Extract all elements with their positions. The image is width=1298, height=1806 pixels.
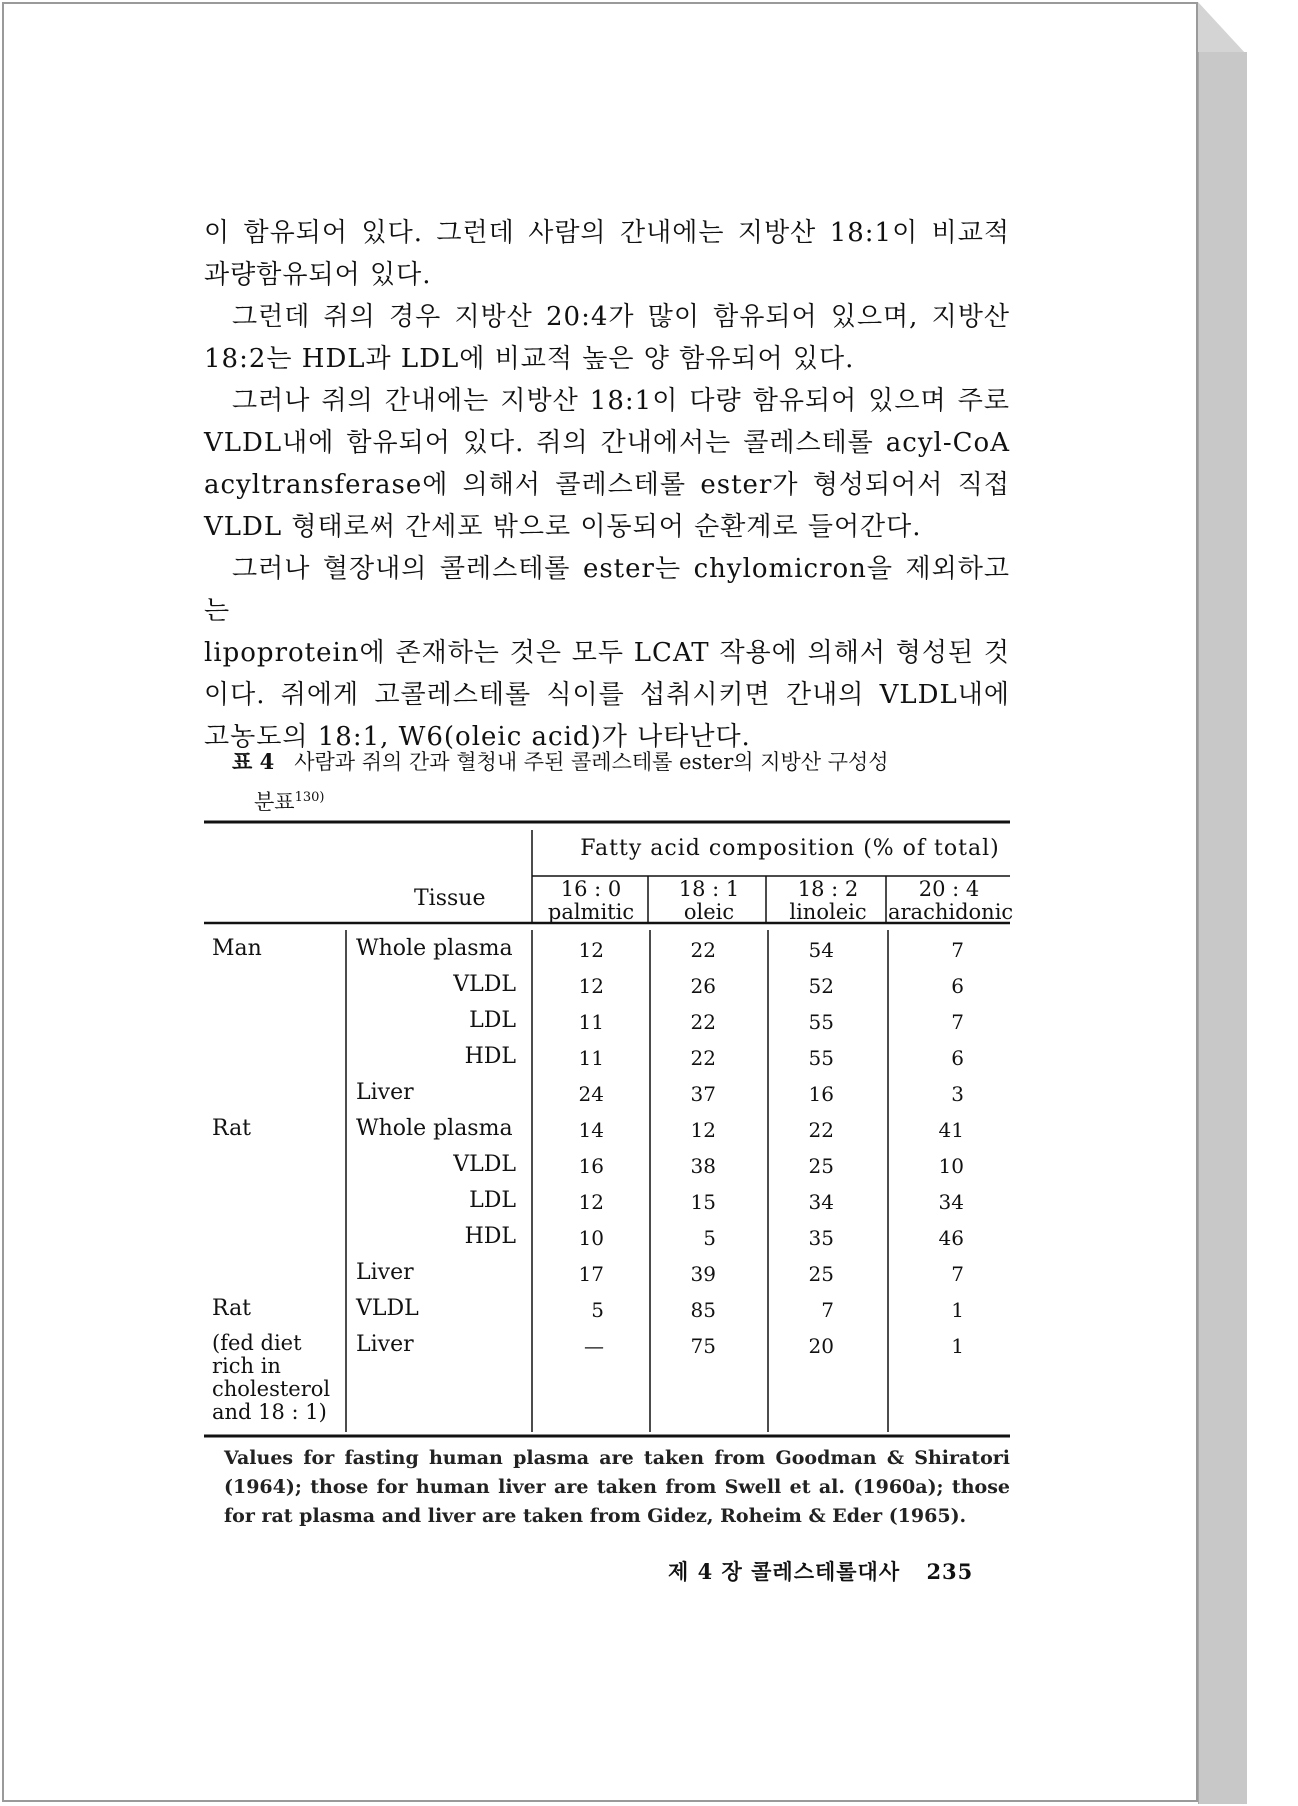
- body-text: [204, 212, 1010, 758]
- cell-value: 24: [578, 1082, 604, 1106]
- cell-value: 7: [821, 1298, 834, 1322]
- table-title: Fatty acid composition (% of total): [580, 836, 1000, 861]
- cell-value: 14: [578, 1118, 604, 1142]
- chapter-title: 제 4 장 콜레스테롤대사: [668, 1559, 901, 1584]
- cell-value: 34: [938, 1190, 964, 1214]
- line-2-3: VLDL 형태로써 간세포 밖으로 이동되어 순환계로 들어간다.: [204, 512, 922, 542]
- column-ratio: 18 : 2: [797, 877, 859, 901]
- column-ratio: 18 : 1: [678, 877, 740, 901]
- line-2-2: acyltransferase에 의해서 콜레스테롤 ester가 형성되어서 직접: [204, 470, 1010, 500]
- cell-value: 75: [690, 1334, 716, 1358]
- caption-text-cont: 분표: [254, 790, 295, 814]
- cell-value: 12: [578, 1190, 604, 1214]
- cell-value: 12: [578, 938, 604, 962]
- line-1-0: 그런데 쥐의 경우 지방산 20:4가 많이 함유되어 있으며, 지방산: [232, 302, 1010, 332]
- cell-value: 1: [951, 1298, 964, 1322]
- cell-value: 15: [690, 1190, 716, 1214]
- line-3-2: 이다. 쥐에게 고콜레스테롤 식이를 섭취시키면 간내의 VLDL내에: [204, 680, 1010, 710]
- cell-value: 34: [808, 1190, 834, 1214]
- row-tissue: VLDL: [453, 1152, 516, 1177]
- row-tissue: HDL: [464, 1044, 516, 1069]
- cell-value: 7: [951, 1010, 964, 1034]
- cell-value: 11: [578, 1046, 604, 1070]
- cell-value: 41: [938, 1118, 964, 1142]
- footnote-text: Values for fasting human plasma are taken from Goodman & Shiratori (1964); those for human liver are taken from Swell et al. (1960a); those for rat plasma and liver are taken from Gidez, Roheim & Eder (1965).: [224, 1447, 1010, 1527]
- column-name: oleic: [683, 900, 735, 924]
- tissue-header: Tissue: [414, 886, 486, 911]
- cell-value: 6: [951, 1046, 964, 1070]
- page-number: 235: [926, 1559, 974, 1584]
- cell-value: 10: [578, 1226, 604, 1250]
- row-tissue: Liver: [356, 1332, 414, 1357]
- row-tissue: HDL: [464, 1224, 516, 1249]
- row-tissue: Liver: [356, 1080, 414, 1105]
- cell-value: 55: [808, 1010, 834, 1034]
- cell-value: 5: [591, 1298, 604, 1322]
- line-0-0: 이 함유되어 있다. 그런데 사람의 간내에는 지방산 18:1이 비교적: [204, 218, 1010, 248]
- cell-value: 7: [951, 1262, 964, 1286]
- cell-value: 11: [578, 1010, 604, 1034]
- column-name: linoleic: [789, 900, 867, 924]
- cell-value: 35: [808, 1226, 834, 1250]
- table-number: 표 4: [232, 749, 275, 774]
- cell-value: 54: [808, 938, 834, 962]
- cell-value: 12: [578, 974, 604, 998]
- page-stack-edge: [1198, 52, 1247, 1804]
- row-tissue: Whole plasma: [356, 1116, 513, 1141]
- cell-value: 16: [808, 1082, 834, 1106]
- cell-value: 12: [690, 1118, 716, 1142]
- row-group-label: Rat: [212, 1116, 252, 1141]
- page-footer: [668, 1556, 973, 1586]
- cell-value: 7: [951, 938, 964, 962]
- cell-value: 3: [951, 1082, 964, 1106]
- cell-value: 20: [808, 1334, 834, 1358]
- row-tissue: LDL: [469, 1188, 516, 1213]
- row-tissue: LDL: [469, 1008, 516, 1033]
- cell-value: 22: [690, 1046, 716, 1070]
- row-group-label: (fed diet rich in cholesterol and 18 : 1): [212, 1331, 331, 1424]
- column-name: palmitic: [547, 900, 635, 924]
- row-tissue: VLDL: [453, 972, 516, 997]
- cell-value: 37: [690, 1082, 716, 1106]
- column-ratio: 20 : 4: [918, 877, 980, 901]
- cell-value: 25: [808, 1262, 834, 1286]
- line-2-0: 그러나 쥐의 간내에는 지방산 18:1이 다량 함유되어 있으며 주로: [232, 386, 1010, 416]
- cell-value: 46: [938, 1226, 964, 1250]
- row-tissue: VLDL: [356, 1296, 419, 1321]
- cell-value: 16: [578, 1154, 604, 1178]
- line-3-0: 그러나 혈장내의 콜레스테롤 ester는 chylomicron을 제외하고는: [204, 554, 1010, 626]
- cell-value: —: [584, 1334, 604, 1358]
- cell-value: 5: [703, 1226, 716, 1250]
- caption-text: 사람과 쥐의 간과 혈청내 주된 콜레스테롤 ester의 지방산 구성성: [294, 750, 889, 774]
- caption-ref: 130): [294, 790, 325, 805]
- row-tissue: Whole plasma: [356, 936, 513, 961]
- cell-value: 17: [578, 1262, 604, 1286]
- cell-value: 55: [808, 1046, 834, 1070]
- cell-value: 22: [808, 1118, 834, 1142]
- table-caption: [232, 744, 1012, 820]
- table-footnote: [224, 1444, 1010, 1531]
- cell-value: 1: [951, 1334, 964, 1358]
- column-ratio: 16 : 0: [560, 877, 622, 901]
- column-name: arachidonic: [888, 900, 1014, 924]
- line-2-1: VLDL내에 함유되어 있다. 쥐의 간내에서는 콜레스테롤 acyl-CoA: [204, 428, 1010, 458]
- line-3-1: lipoprotein에 존재하는 것은 모두 LCAT 작용에 의해서 형성된 것: [204, 638, 1010, 668]
- cell-value: 10: [938, 1154, 964, 1178]
- line-0-1: 과량함유되어 있다.: [204, 260, 432, 290]
- cell-value: 85: [690, 1298, 716, 1322]
- line-1-1: 18:2는 HDL과 LDL에 비교적 높은 양 함유되어 있다.: [204, 344, 855, 374]
- row-group-label: Man: [212, 936, 262, 961]
- cell-value: 22: [690, 1010, 716, 1034]
- cell-value: 38: [690, 1154, 716, 1178]
- cell-value: 26: [690, 974, 716, 998]
- page-stack-corner: [1198, 2, 1246, 54]
- cell-value: 6: [951, 974, 964, 998]
- row-group-label: Rat: [212, 1296, 252, 1321]
- cell-value: 39: [690, 1262, 716, 1286]
- line-3-3: 고농도의 18:1, W6(oleic acid)가 나타난다.: [204, 722, 751, 752]
- cell-value: 22: [690, 938, 716, 962]
- row-tissue: Liver: [356, 1260, 414, 1285]
- cell-value: 25: [808, 1154, 834, 1178]
- cell-value: 52: [808, 974, 834, 998]
